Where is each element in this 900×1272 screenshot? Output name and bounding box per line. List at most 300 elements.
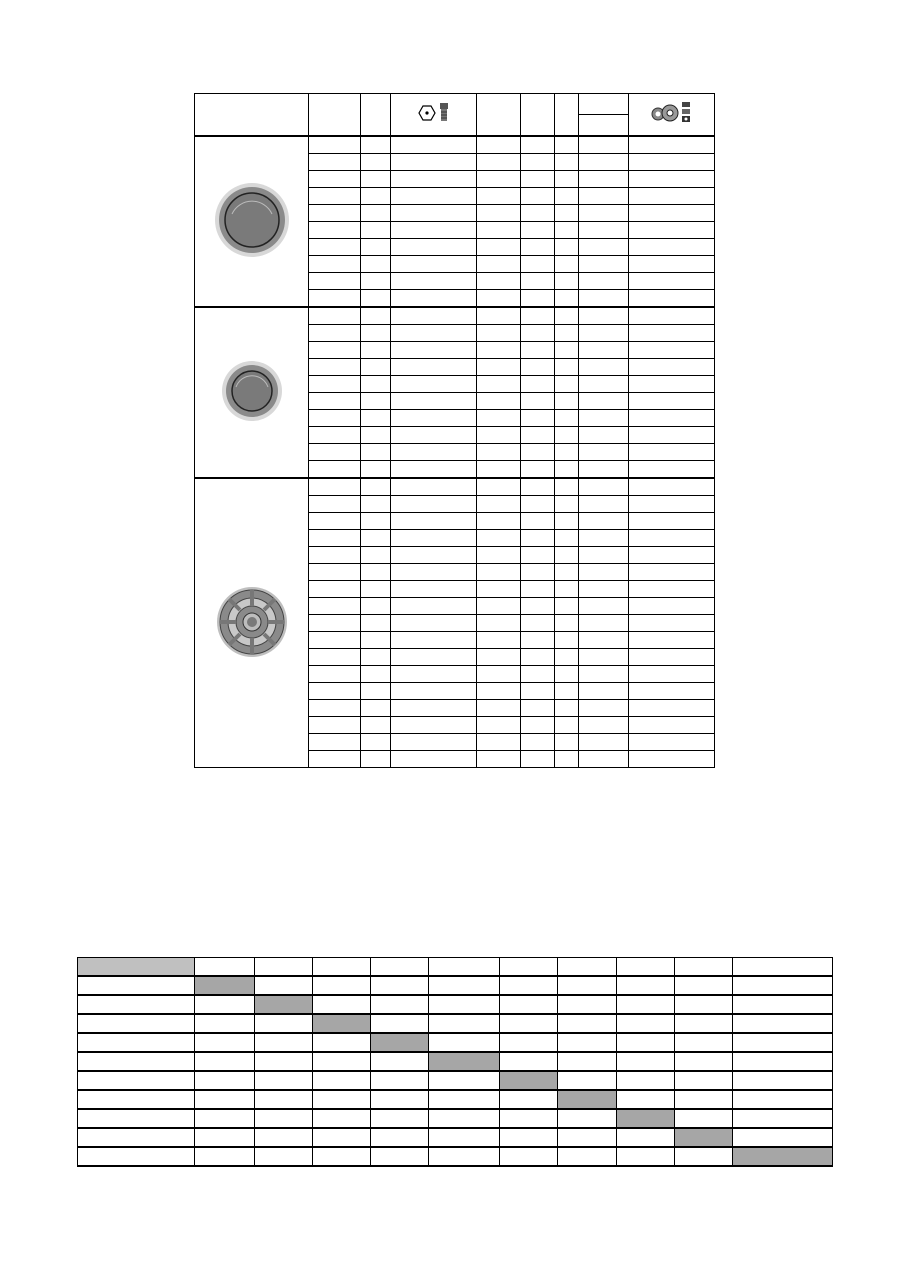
table-cell bbox=[477, 734, 521, 751]
matrix-highlight-cell bbox=[371, 1033, 429, 1052]
table-cell bbox=[477, 496, 521, 513]
table-cell bbox=[309, 649, 361, 666]
matrix-cell bbox=[78, 1014, 195, 1033]
matrix-cell bbox=[255, 1071, 313, 1090]
table-cell bbox=[579, 478, 629, 496]
matrix-cell bbox=[500, 1128, 558, 1147]
table-cell bbox=[579, 734, 629, 751]
table-cell bbox=[391, 717, 477, 734]
table-cell bbox=[309, 615, 361, 632]
table-cell bbox=[579, 649, 629, 666]
table-cell bbox=[391, 513, 477, 530]
table-cell bbox=[361, 615, 391, 632]
table-cell bbox=[521, 530, 555, 547]
table-cell bbox=[629, 717, 715, 734]
matrix-cell bbox=[617, 1128, 675, 1147]
matrix-cell bbox=[371, 1109, 429, 1128]
table-cell bbox=[361, 290, 391, 308]
table-cell bbox=[555, 513, 579, 530]
table-cell bbox=[361, 410, 391, 427]
matrix-cell bbox=[500, 1052, 558, 1071]
table-cell bbox=[477, 171, 521, 188]
matrix-cell bbox=[195, 958, 255, 977]
matrix-cell bbox=[429, 976, 500, 995]
matrix-highlight-cell bbox=[675, 1128, 733, 1147]
table-cell bbox=[579, 222, 629, 239]
table-cell bbox=[555, 717, 579, 734]
table-cell bbox=[629, 666, 715, 683]
table-cell bbox=[391, 410, 477, 427]
matrix-cell bbox=[429, 1014, 500, 1033]
matrix-cell bbox=[617, 976, 675, 995]
table-cell bbox=[477, 290, 521, 308]
table-row bbox=[78, 1033, 833, 1052]
table-cell bbox=[391, 136, 477, 154]
matrix-cell bbox=[429, 1147, 500, 1166]
table-cell bbox=[477, 461, 521, 479]
matrix-cell bbox=[500, 1033, 558, 1052]
table-cell bbox=[391, 325, 477, 342]
table-cell bbox=[309, 188, 361, 205]
table-cell bbox=[477, 632, 521, 649]
table-cell bbox=[579, 188, 629, 205]
table-cell bbox=[477, 478, 521, 496]
table-cell bbox=[361, 734, 391, 751]
table-cell bbox=[361, 683, 391, 700]
matrix-cell bbox=[371, 995, 429, 1014]
matrix-cell bbox=[195, 1052, 255, 1071]
table-cell bbox=[629, 496, 715, 513]
table-cell bbox=[521, 359, 555, 376]
table-cell bbox=[391, 444, 477, 461]
table-cell bbox=[477, 581, 521, 598]
table-cell bbox=[629, 273, 715, 290]
table-cell bbox=[555, 734, 579, 751]
matrix-cell bbox=[558, 1128, 617, 1147]
table-cell bbox=[309, 256, 361, 273]
table-cell bbox=[477, 410, 521, 427]
matrix-cell bbox=[255, 1014, 313, 1033]
table-cell bbox=[361, 222, 391, 239]
matrix-cell bbox=[558, 1014, 617, 1033]
table-row bbox=[78, 1071, 833, 1090]
table-cell bbox=[579, 581, 629, 598]
table-cell bbox=[477, 342, 521, 359]
table-cell bbox=[555, 393, 579, 410]
table-cell bbox=[309, 683, 361, 700]
table-row bbox=[195, 307, 715, 325]
table-cell bbox=[555, 700, 579, 717]
table-cell bbox=[555, 683, 579, 700]
table-cell bbox=[521, 717, 555, 734]
table-cell bbox=[521, 649, 555, 666]
matrix-cell bbox=[500, 1109, 558, 1128]
matrix-cell bbox=[255, 1109, 313, 1128]
table-cell bbox=[579, 683, 629, 700]
matrix-highlight-cell bbox=[255, 995, 313, 1014]
table-cell bbox=[361, 700, 391, 717]
table-cell bbox=[555, 342, 579, 359]
header-cell bbox=[361, 94, 391, 137]
matrix-cell bbox=[78, 1033, 195, 1052]
table-cell bbox=[391, 598, 477, 615]
matrix-cell bbox=[195, 1090, 255, 1109]
table-cell bbox=[555, 290, 579, 308]
table-cell bbox=[391, 530, 477, 547]
table-cell bbox=[477, 307, 521, 325]
table-cell bbox=[579, 376, 629, 393]
table-cell bbox=[361, 751, 391, 768]
table-cell bbox=[579, 307, 629, 325]
matrix-cell bbox=[371, 958, 429, 977]
table-cell bbox=[477, 598, 521, 615]
matrix-cell bbox=[617, 1052, 675, 1071]
table-cell bbox=[629, 564, 715, 581]
table-cell bbox=[521, 751, 555, 768]
table-cell bbox=[521, 342, 555, 359]
table-cell bbox=[309, 598, 361, 615]
table-cell bbox=[579, 393, 629, 410]
table-cell bbox=[579, 273, 629, 290]
matrix-cell bbox=[617, 1090, 675, 1109]
matrix-cell bbox=[733, 1109, 833, 1128]
table-cell bbox=[521, 734, 555, 751]
table-cell bbox=[555, 615, 579, 632]
matrix-cell bbox=[558, 1071, 617, 1090]
table-cell bbox=[309, 325, 361, 342]
table-cell bbox=[477, 273, 521, 290]
matrix-cell bbox=[733, 958, 833, 977]
matrix-cell bbox=[195, 1128, 255, 1147]
table-cell bbox=[629, 239, 715, 256]
table-cell bbox=[579, 513, 629, 530]
table-row bbox=[78, 995, 833, 1014]
table-cell bbox=[629, 461, 715, 479]
table-cell bbox=[309, 666, 361, 683]
burner-image-cell bbox=[195, 136, 309, 307]
matrix-cell bbox=[78, 1071, 195, 1090]
table-cell bbox=[361, 359, 391, 376]
header-cell-injector bbox=[391, 94, 477, 137]
table-cell bbox=[309, 547, 361, 564]
table-cell bbox=[629, 530, 715, 547]
table-cell bbox=[309, 307, 361, 325]
burner-cap-large-icon bbox=[212, 180, 292, 260]
table-cell bbox=[579, 444, 629, 461]
table-cell bbox=[579, 239, 629, 256]
table-cell bbox=[521, 461, 555, 479]
table-cell bbox=[477, 683, 521, 700]
table-cell bbox=[391, 496, 477, 513]
matrix-cell bbox=[675, 1033, 733, 1052]
table-cell bbox=[309, 530, 361, 547]
table-cell bbox=[309, 342, 361, 359]
table-cell bbox=[555, 256, 579, 273]
table-cell bbox=[579, 666, 629, 683]
table-cell bbox=[309, 290, 361, 308]
table-cell bbox=[391, 683, 477, 700]
matrix-cell bbox=[500, 1090, 558, 1109]
table-cell bbox=[361, 205, 391, 222]
matrix-cell bbox=[255, 1128, 313, 1147]
table-cell bbox=[361, 136, 391, 154]
table-cell bbox=[555, 564, 579, 581]
table-cell bbox=[391, 307, 477, 325]
table-cell bbox=[309, 717, 361, 734]
matrix-highlight-cell bbox=[195, 976, 255, 995]
table-cell bbox=[309, 751, 361, 768]
table-cell bbox=[391, 376, 477, 393]
table-cell bbox=[555, 222, 579, 239]
table-cell bbox=[361, 342, 391, 359]
matrix-cell bbox=[733, 1052, 833, 1071]
table-cell bbox=[521, 290, 555, 308]
table-cell bbox=[579, 564, 629, 581]
table-cell bbox=[629, 342, 715, 359]
table-cell bbox=[521, 700, 555, 717]
matrix-cell bbox=[195, 1147, 255, 1166]
table-cell bbox=[579, 290, 629, 308]
table-cell bbox=[579, 256, 629, 273]
matrix-cell bbox=[429, 1128, 500, 1147]
table-cell bbox=[555, 205, 579, 222]
header-cell bbox=[195, 94, 309, 137]
table-cell bbox=[521, 171, 555, 188]
matrix-cell bbox=[78, 1109, 195, 1128]
table-cell bbox=[391, 273, 477, 290]
header-cell bbox=[555, 94, 579, 137]
matrix-cell bbox=[195, 1071, 255, 1090]
table-cell bbox=[555, 273, 579, 290]
table-cell bbox=[361, 632, 391, 649]
table-cell bbox=[477, 256, 521, 273]
table-cell bbox=[629, 359, 715, 376]
table-cell bbox=[391, 171, 477, 188]
table-cell bbox=[309, 444, 361, 461]
matrix-header-cell bbox=[78, 958, 195, 977]
table-cell bbox=[629, 222, 715, 239]
table-cell bbox=[555, 461, 579, 479]
table-cell bbox=[361, 427, 391, 444]
table-cell bbox=[361, 581, 391, 598]
table-cell bbox=[477, 239, 521, 256]
table-row bbox=[78, 958, 833, 977]
table-cell bbox=[629, 410, 715, 427]
matrix-cell bbox=[429, 1071, 500, 1090]
table-cell bbox=[309, 427, 361, 444]
table-cell bbox=[521, 666, 555, 683]
table-cell bbox=[477, 564, 521, 581]
table-cell bbox=[555, 154, 579, 171]
burner-image-cell bbox=[195, 478, 309, 768]
matrix-cell bbox=[313, 1090, 371, 1109]
header-cell-top bbox=[579, 94, 629, 115]
table-row bbox=[195, 136, 715, 154]
table-cell bbox=[477, 513, 521, 530]
table-cell bbox=[309, 359, 361, 376]
matrix-cell bbox=[675, 1052, 733, 1071]
header-cell bbox=[477, 94, 521, 137]
table-cell bbox=[629, 205, 715, 222]
table-cell bbox=[521, 564, 555, 581]
matrix-cell bbox=[313, 1128, 371, 1147]
table-cell bbox=[361, 171, 391, 188]
matrix-cell bbox=[429, 995, 500, 1014]
table-cell bbox=[309, 496, 361, 513]
matrix-cell bbox=[195, 1033, 255, 1052]
table-cell bbox=[629, 478, 715, 496]
table-cell bbox=[391, 751, 477, 768]
table-cell bbox=[629, 683, 715, 700]
country-category-matrix bbox=[77, 957, 833, 1167]
table-cell bbox=[521, 273, 555, 290]
matrix-cell bbox=[617, 1071, 675, 1090]
table-cell bbox=[555, 666, 579, 683]
table-cell bbox=[477, 205, 521, 222]
matrix-cell bbox=[617, 958, 675, 977]
table-cell bbox=[391, 342, 477, 359]
table-cell bbox=[521, 598, 555, 615]
matrix-cell bbox=[195, 995, 255, 1014]
table-cell bbox=[477, 530, 521, 547]
matrix-cell bbox=[371, 1052, 429, 1071]
table-cell bbox=[361, 547, 391, 564]
matrix-cell bbox=[313, 958, 371, 977]
matrix-highlight-cell bbox=[429, 1052, 500, 1071]
table-cell bbox=[521, 376, 555, 393]
table-cell bbox=[629, 393, 715, 410]
matrix-cell bbox=[500, 1147, 558, 1166]
matrix-cell bbox=[255, 1090, 313, 1109]
matrix-cell bbox=[558, 1109, 617, 1128]
table-cell bbox=[477, 717, 521, 734]
table-cell bbox=[477, 427, 521, 444]
table-cell bbox=[579, 615, 629, 632]
table-cell bbox=[555, 359, 579, 376]
matrix-cell bbox=[371, 1014, 429, 1033]
matrix-cell bbox=[733, 1090, 833, 1109]
table-cell bbox=[309, 564, 361, 581]
table-cell bbox=[555, 325, 579, 342]
table-row bbox=[78, 1128, 833, 1147]
table-cell bbox=[555, 307, 579, 325]
table-cell bbox=[391, 700, 477, 717]
table-cell bbox=[629, 632, 715, 649]
table-cell bbox=[477, 136, 521, 154]
table-cell bbox=[521, 205, 555, 222]
table-cell bbox=[629, 513, 715, 530]
matrix-cell bbox=[255, 1147, 313, 1166]
table-cell bbox=[579, 496, 629, 513]
table-cell bbox=[579, 461, 629, 479]
table-cell bbox=[521, 444, 555, 461]
table-cell bbox=[391, 393, 477, 410]
table-cell bbox=[361, 188, 391, 205]
matrix-cell bbox=[500, 976, 558, 995]
table-cell bbox=[391, 290, 477, 308]
table-cell bbox=[629, 154, 715, 171]
table-cell bbox=[361, 239, 391, 256]
table-cell bbox=[309, 154, 361, 171]
table-cell bbox=[309, 205, 361, 222]
table-cell bbox=[477, 325, 521, 342]
table-cell bbox=[361, 393, 391, 410]
matrix-cell bbox=[313, 976, 371, 995]
table-cell bbox=[629, 615, 715, 632]
nut-and-injector-icon bbox=[417, 102, 451, 124]
matrix-cell bbox=[313, 1052, 371, 1071]
matrix-cell bbox=[675, 1090, 733, 1109]
matrix-cell bbox=[255, 1052, 313, 1071]
table-cell bbox=[477, 444, 521, 461]
table-cell bbox=[629, 136, 715, 154]
matrix-cell bbox=[78, 976, 195, 995]
table-cell bbox=[309, 734, 361, 751]
table-cell bbox=[555, 427, 579, 444]
matrix-cell bbox=[78, 1090, 195, 1109]
table-cell bbox=[361, 649, 391, 666]
matrix-cell bbox=[195, 1109, 255, 1128]
table-cell bbox=[477, 649, 521, 666]
table-cell bbox=[555, 171, 579, 188]
matrix-cell bbox=[313, 1071, 371, 1090]
burner-image-cell bbox=[195, 307, 309, 478]
matrix-cell bbox=[371, 976, 429, 995]
table-cell bbox=[629, 290, 715, 308]
table-cell bbox=[521, 410, 555, 427]
table-cell bbox=[391, 427, 477, 444]
matrix-cell bbox=[733, 976, 833, 995]
table-cell bbox=[361, 461, 391, 479]
table-cell bbox=[579, 205, 629, 222]
burner-injector-table bbox=[194, 93, 715, 768]
table-cell bbox=[555, 547, 579, 564]
table-cell bbox=[579, 530, 629, 547]
table-cell bbox=[361, 307, 391, 325]
table-cell bbox=[521, 547, 555, 564]
burner-cap-small-icon bbox=[220, 359, 284, 423]
table-cell bbox=[521, 683, 555, 700]
table-cell bbox=[361, 256, 391, 273]
table-row bbox=[78, 1109, 833, 1128]
table-cell bbox=[629, 547, 715, 564]
matrix-cell bbox=[429, 1090, 500, 1109]
matrix-cell bbox=[195, 1014, 255, 1033]
table-cell bbox=[521, 188, 555, 205]
table-row bbox=[78, 1147, 833, 1166]
matrix-highlight-cell bbox=[733, 1147, 833, 1166]
table-cell bbox=[391, 205, 477, 222]
table-cell bbox=[309, 461, 361, 479]
table-cell bbox=[555, 188, 579, 205]
matrix-cell bbox=[733, 1014, 833, 1033]
table-cell bbox=[391, 461, 477, 479]
table-cell bbox=[629, 325, 715, 342]
matrix-cell bbox=[617, 995, 675, 1014]
matrix-cell bbox=[733, 1033, 833, 1052]
table-cell bbox=[579, 547, 629, 564]
table-cell bbox=[309, 478, 361, 496]
matrix-cell bbox=[617, 1014, 675, 1033]
matrix-cell bbox=[255, 1033, 313, 1052]
matrix-highlight-cell bbox=[500, 1071, 558, 1090]
table-cell bbox=[309, 393, 361, 410]
matrix-cell bbox=[500, 958, 558, 977]
matrix-cell bbox=[371, 1090, 429, 1109]
table-cell bbox=[391, 154, 477, 171]
matrix-cell bbox=[313, 1109, 371, 1128]
table-row bbox=[78, 1052, 833, 1071]
